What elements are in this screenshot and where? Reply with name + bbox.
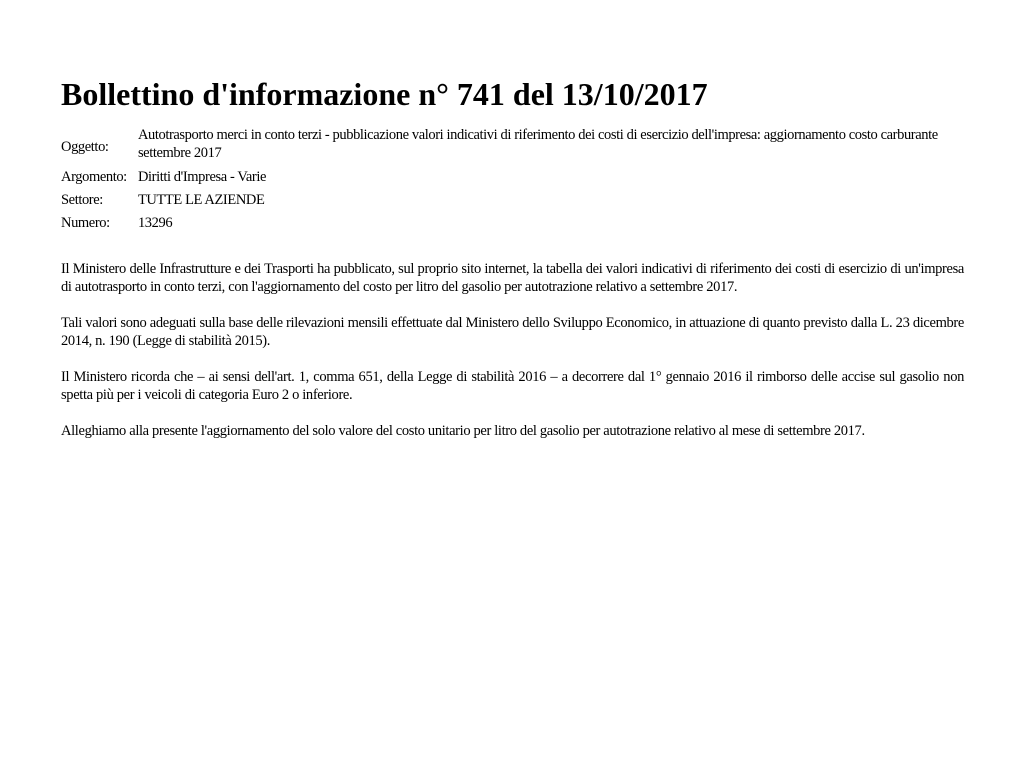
body-paragraph: Tali valori sono adeguati sulla base delle rilevazioni mensili effettuate dal Ministero dello Sviluppo Economico, in attuazione di quanto previsto dalla L. 23 dicembre 2014, n. 190 (Legge di stabilità 2015). — [61, 315, 964, 349]
numero-label: Numero: — [61, 215, 110, 231]
settore-value: TUTTE LE AZIENDE — [137, 192, 265, 208]
bulletin-body — [61, 260, 964, 440]
bulletin-meta-table — [61, 126, 964, 237]
body-paragraph: Il Ministero ricorda che – ai sensi dell'art. 1, comma 651, della Legge di stabilità 2016 – a decorrere dal 1° gennaio 2016 il rimborso delle accise sul gasolio non spetta più per i veicoli di categoria Euro 2 o inferiore. — [61, 369, 964, 403]
oggetto-label: Oggetto: — [61, 139, 109, 155]
argomento-value: Diritti d'Impresa - Varie — [137, 169, 266, 185]
meta-row-settore — [61, 191, 964, 214]
body-paragraph: Il Ministero delle Infrastrutture e dei Trasporti ha pubblicato, sul proprio sito internet, la tabella dei valori indicativi di riferimento dei costi di esercizio di un'impresa di autotrasporto in conto terzi, con l'aggiornamento del costo per litro del gasolio per autotrazione relativo a settembre 2017. — [61, 261, 964, 295]
settore-label: Settore: — [61, 192, 103, 208]
bulletin-title: Bollettino d'informazione n° 741 del 13/10/2017 — [61, 76, 708, 112]
body-paragraph: Alleghiamo alla presente l'aggiornamento del solo valore del costo unitario per litro del gasolio per autotrazione relativo al mese di settembre 2017. — [61, 423, 865, 439]
oggetto-value: Autotrasporto merci in conto terzi - pubblicazione valori indicativi di riferimento dei costi di esercizio dell'impresa: aggiornamento costo carburante settembre 2017 — [137, 127, 938, 161]
meta-row-numero — [61, 214, 964, 237]
argomento-label: Argomento: — [61, 169, 127, 185]
numero-value: 13296 — [137, 215, 173, 231]
meta-row-argomento — [61, 168, 964, 191]
meta-row-oggetto — [61, 126, 964, 168]
